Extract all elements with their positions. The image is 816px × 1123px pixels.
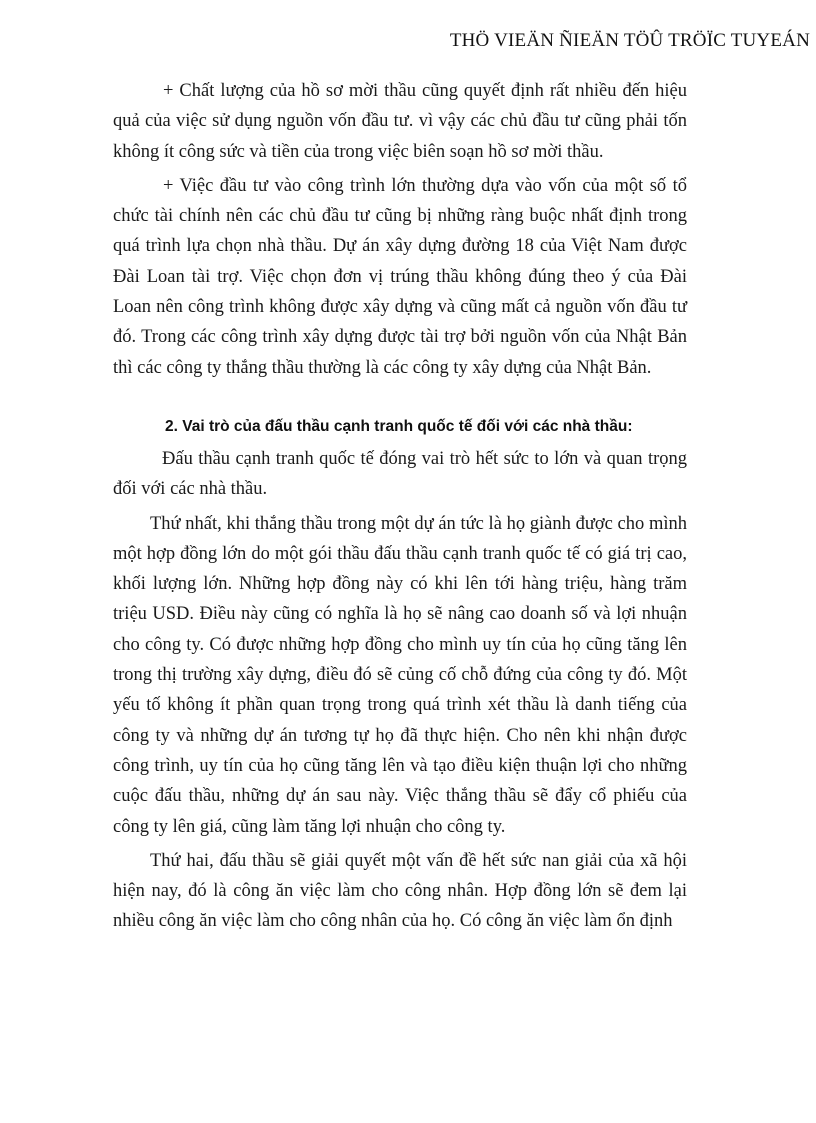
paragraph-role-intro: Đấu thầu cạnh tranh quốc tế đóng vai trò hết sức to lớn và quan trọng đối với các nhà thầu.: [113, 448, 687, 500]
paragraph-bid-document-quality: + Chất lượng của hồ sơ mời thầu cũng quyết định rất nhiều đến hiệu quả của việc sử dụng nguồn vốn đầu tư. vì vậy các chủ đầu tư cũng phải tốn không ít công sức và tiền của trong việc biên soạn hồ sơ mời thầu.: [113, 81, 687, 162]
section-spacer: [113, 383, 687, 412]
document-body: [113, 76, 687, 937]
page-header: THÖ VIEÄN ÑIEÄN TÖÛ TRÖÏC TUYEÁN: [449, 30, 810, 51]
paragraph-first-benefit: Thứ nhất, khi thắng thầu trong một dự án tức là họ giành được cho mình một hợp đồng lớn do một gói thầu đấu thầu cạnh tranh quốc tế có giá trị cao, khối lượng lớn. Những hợp đồng này có khi lên tới hàng triệu, hàng trăm triệu USD. Điều này cũng có nghĩa là họ sẽ nâng cao doanh số và lợi nhuận cho công ty. Có được những hợp đồng cho mình uy tín của họ cũng tăng lên trong thị trường xây dựng, điều đó sẽ củng cố chỗ đứng của công ty đó. Một yếu tố không ít phần quan trọng trong quá trình xét thầu là danh tiếng của công ty và những dự án tương tự họ đã thực hiện. Cho nên khi nhận được công trình, uy tín của họ cũng tăng lên và tạo điều kiện thuận lợi cho những cuộc đấu thầu, những dự án sau này. Việc thắng thầu sẽ đẩy cổ phiếu của công ty lên giá, cũng làm tăng lợi nhuận cho công ty.: [113, 513, 687, 837]
section-heading: 2. Vai trò của đấu thầu cạnh tranh quốc tế đối với các nhà thầu:: [165, 417, 633, 435]
paragraph-financing-constraints: + Việc đầu tư vào công trình lớn thường dựa vào vốn của một số tổ chức tài chính nên các chủ đầu tư cũng bị những ràng buộc nhất định trong quá trình lựa chọn nhà thầu. Dự án xây dựng đường 18 của Việt Nam được Đài Loan tài trợ. Việc chọn đơn vị trúng thầu không đúng theo ý của Đài Loan nên công trình không được xây dựng và cũng mất cả nguồn vốn đầu tư đó. Trong các công trình xây dựng được tài trợ bởi nguồn vốn của Nhật Bản thì các công ty thắng thầu thường là các công ty xây dựng của Nhật Bản.: [113, 175, 687, 378]
paragraph-second-benefit: Thứ hai, đấu thầu sẽ giải quyết một vấn đề hết sức nan giải của xã hội hiện nay, đó là công ăn việc làm cho công nhân. Hợp đồng lớn sẽ đem lại nhiều công ăn việc làm cho công nhân của họ. Có công ăn việc làm ổn định: [113, 850, 687, 932]
